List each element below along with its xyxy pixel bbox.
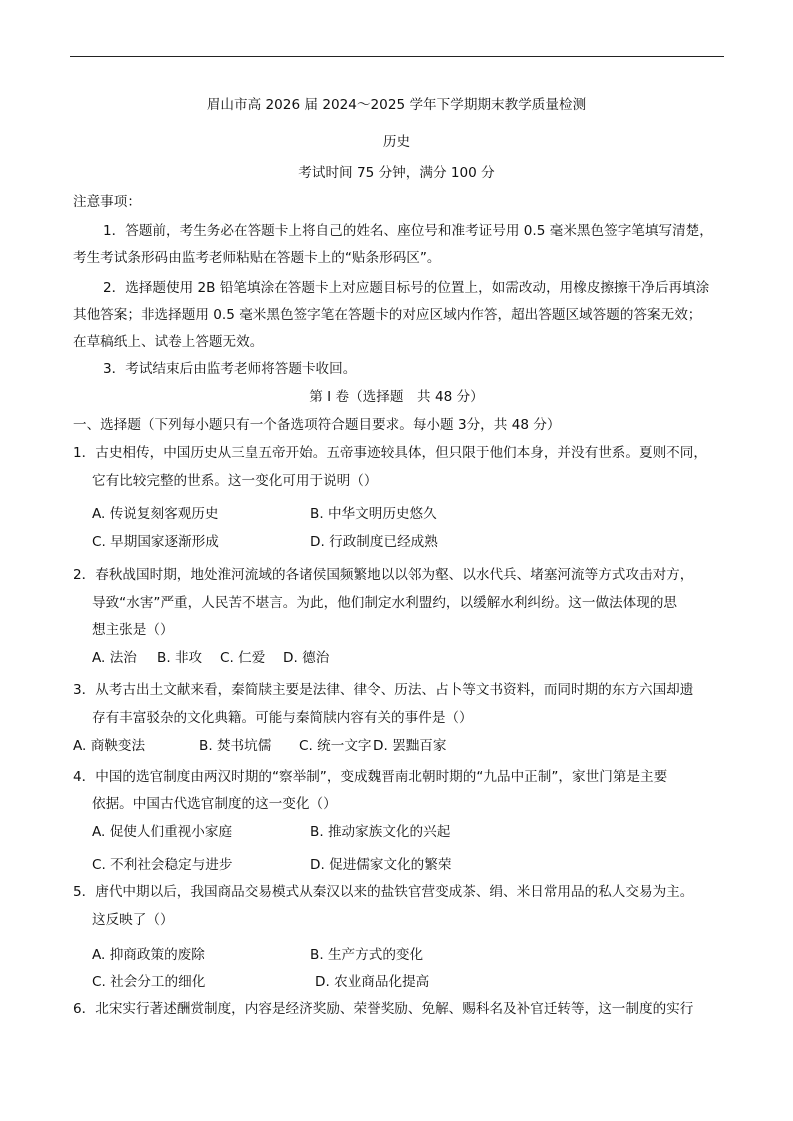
q2-option-a: A. 法治 [92, 650, 137, 666]
section-instructions: 一、选择题（下列每小题只有一个备选项符合题目要求。每小题 3分，共 48 分） [73, 417, 561, 433]
part1-title: 第 I 卷（选择题 共 48 分） [309, 389, 484, 405]
notice-item-2-line-2: 其他答案；非选择题用 0.5 毫米黑色签字笔在答题卡的对应区域内作答，超出答题区域答题的答案无效； [73, 307, 702, 323]
notice-heading: 注意事项： [73, 194, 141, 210]
notice-item-2-line-1: 2．选择题使用 2B 铅笔填涂在答题卡上对应题目标号的位置上，如需改动，用橡皮擦擦干净后再填涂 [103, 280, 710, 296]
q1-stem-line-2: 它有比较完整的世系。这一变化可用于说明（） [92, 473, 378, 489]
q1-option-d: D. 行政制度已经成熟 [310, 534, 438, 550]
exam-info: 考试时间 75 分钟，满分 100 分 [298, 165, 495, 181]
exam-title: 眉山市高 2026 届 2024～2025 学年下学期期末教学质量检测 [206, 97, 587, 113]
q5-stem-line-1: 5．唐代中期以后，我国商品交易模式从秦汉以来的盐铁官营变成茶、绢、米日常用品的私人交易为主。 [73, 884, 694, 900]
q1-option-b: B. 中华文明历史悠久 [310, 506, 437, 522]
q3-option-a: A. 商鞅变法 [73, 738, 146, 754]
q1-option-c: C. 早期国家逐渐形成 [92, 534, 219, 550]
q2-stem-line-1: 2．春秋战国时期，地处淮河流域的各诸侯国频繁地以以邻为壑、以水代兵、堵塞河流等方式攻击对方， [73, 567, 694, 583]
header-rule [70, 56, 724, 57]
q3-stem-line-1: 3．从考古出土文献来看，秦简牍主要是法律、律令、历法、占卜等文书资料，而同时期的东方六国却遗 [73, 682, 694, 698]
q5-option-b: B. 生产方式的变化 [310, 947, 424, 963]
q4-option-b: B. 推动家族文化的兴起 [310, 824, 451, 840]
notice-item-1-line-2: 考生考试条形码由监考老师粘贴在答题卡上的“贴条形码区”。 [73, 250, 441, 266]
q4-option-a: A. 促使人们重视小家庭 [92, 824, 233, 840]
notice-item-3: 3．考试结束后由监考老师将答题卡收回。 [103, 361, 357, 377]
q3-option-b: B. 焚书坑儒 [199, 738, 272, 754]
q6-stem-line-1: 6．北宋实行著述酬赏制度，内容是经济奖励、荣誉奖励、免解、赐科名及补官迁转等，这一制度的实行 [73, 1001, 694, 1017]
q4-stem-line-2: 依据。中国古代选官制度的这一变化（） [92, 796, 337, 812]
q1-stem-line-1: 1．古史相传，中国历史从三皇五帝开始。五帝事迹较具体，但只限于他们本身，并没有世系。夏则不同， [73, 445, 707, 461]
q3-stem-line-2: 存有丰富驳杂的文化典籍。可能与秦简牍内容有关的事件是（） [92, 710, 473, 726]
notice-item-2-line-3: 在草稿纸上、试卷上答题无效。 [73, 334, 264, 350]
notice-item-1-line-1: 1．答题前，考生务必在答题卡上将自己的姓名、座位号和准考证号用 0.5 毫米黑色签字笔填写清楚， [103, 223, 713, 239]
q3-option-d: D. 罢黜百家 [373, 738, 447, 754]
q3-option-c: C. 统一文字 [299, 738, 372, 754]
q2-option-d: D. 德治 [283, 650, 330, 666]
q4-option-c: C. 不利社会稳定与进步 [92, 857, 233, 873]
q5-option-a: A. 抑商政策的废除 [92, 947, 205, 963]
q2-stem-line-2: 导致“水害”严重，人民苦不堪言。为此，他们制定水利盟约，以缓解水利纠纷。这一做法体现的思 [92, 595, 678, 611]
q4-option-d: D. 促进儒家文化的繁荣 [310, 857, 452, 873]
q4-stem-line-1: 4．中国的选官制度由两汉时期的“察举制”，变成魏晋南北朝时期的“九品中正制”，家世门第是主要 [73, 769, 668, 785]
subject-title: 历史 [382, 134, 411, 150]
q5-option-c: C. 社会分工的细化 [92, 974, 206, 990]
q5-option-d: D. 农业商品化提高 [315, 974, 430, 990]
q5-stem-line-2: 这反映了（） [92, 912, 174, 928]
q2-stem-line-3: 想主张是（） [92, 622, 174, 638]
q2-option-c: C. 仁爱 [220, 650, 266, 666]
q2-option-b: B. 非攻 [157, 650, 203, 666]
q1-option-a: A. 传说复刻客观历史 [92, 506, 219, 522]
